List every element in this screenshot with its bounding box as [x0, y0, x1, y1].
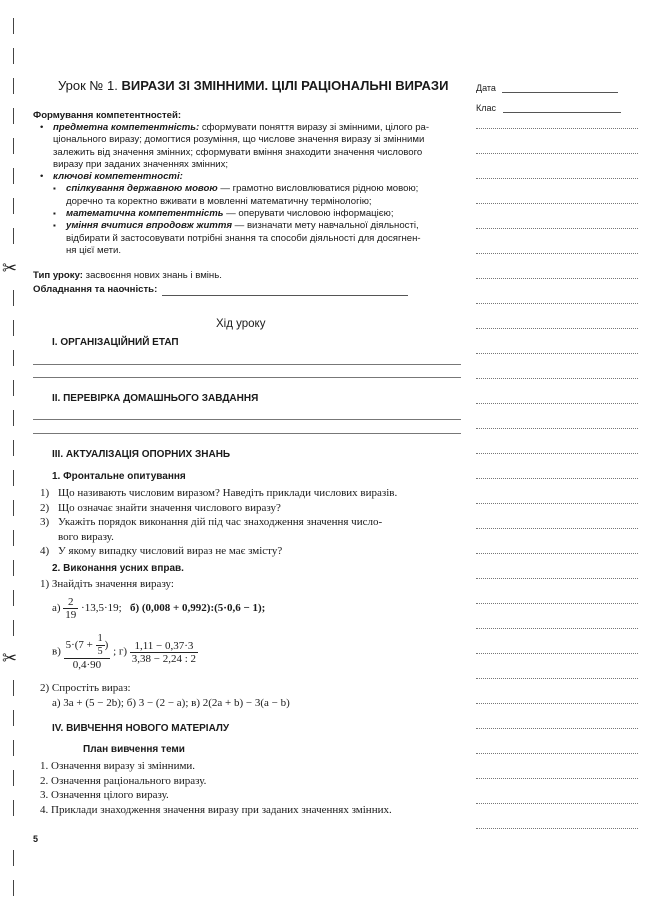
margin-tick	[13, 320, 14, 336]
exercise-1-vg: в) 5·(7 + $\frac{1}{5}$ ) 0,4·90 ; г) $\frac{1,11 - 0,37\cdot 3}{3,38 - 2,24 : 2}$	[52, 633, 197, 671]
answer-line[interactable]	[33, 433, 461, 434]
list-item: ▪ спілкування державною мовою — грамотно висловлюватися рідною мовою; доречно та коректно вживати в мовленні математичну термінологію;	[53, 183, 465, 208]
date-field[interactable]: Дата	[476, 83, 618, 93]
section-2-heading: ІІ. ПЕРЕВІРКА ДОМАШНЬОГО ЗАВДАННЯ	[52, 393, 259, 404]
subsection-heading: 1. Фронтальне опитування	[52, 471, 186, 482]
lesson-number: Урок № 1.	[58, 78, 118, 93]
competencies-list	[40, 122, 465, 257]
list-item: 3) Укажіть порядок виконання дій під час знаходження значення число-	[40, 516, 383, 528]
list-item: 3. Означення цілого виразу.	[40, 789, 169, 801]
answer-line[interactable]	[33, 377, 461, 378]
margin-tick	[13, 228, 14, 244]
plan-list	[40, 759, 470, 817]
scissors-icon: ✂	[2, 648, 18, 668]
lesson-title	[58, 78, 458, 93]
list-item: 2. Означення раціонального виразу.	[40, 774, 207, 787]
class-field[interactable]: Клас	[476, 103, 621, 113]
margin-tick	[13, 850, 14, 866]
answer-line[interactable]	[33, 419, 461, 420]
page-number: 5	[33, 834, 39, 844]
margin-tick	[13, 290, 14, 306]
margin-tick	[13, 350, 14, 366]
margin-tick	[13, 18, 14, 34]
section-3-heading: ІІІ. АКТУАЛІЗАЦІЯ ОПОРНИХ ЗНАНЬ	[52, 449, 231, 460]
list-item: • ключові компетентності: ▪ спілкування державною мовою — грамотно висловлюватися рідною мовою; доречно та коректно вживати в мовленні математичну термінологію; ▪ математична компетентність — оперувати числовою інформацією; ▪ уміння вчитися впродовж життя — визначати мету навчальної діяльності, відбирати й застосовувати потрібні знання та способи діяльності для досягнен- ня цієї мети.	[40, 171, 465, 257]
exercise-2-items: а) 3a + (5 − 2b); б) 3 − (2 − a); в) 2(2a + b) − 3(a − b)	[52, 697, 290, 709]
fraction: $\frac{2}{19}$	[65, 596, 77, 621]
margin-tick	[13, 740, 14, 756]
answer-line[interactable]	[33, 364, 461, 365]
list-item: 4. Приклади знаходження значення виразу при заданих значеннях змінних.	[40, 803, 392, 816]
list-item: 1. Означення виразу зі змінними.	[40, 760, 196, 772]
list-item: 4) У якому випадку числовий вираз не має змісту?	[40, 545, 283, 557]
list-item: 1) Що називають числовим виразом? Наведіть приклади числових виразів.	[40, 487, 398, 499]
list-item: 2) Що означає знайти значення числового виразу?	[40, 501, 281, 514]
competencies-heading: Формування компетентностей:	[33, 110, 182, 121]
margin-tick	[13, 710, 14, 726]
list-item: ▪ математична компетентність — оперувати числовою інформацією;	[53, 208, 465, 220]
fraction: 5·(7 + $\frac{1}{5}$ ) 0,4·90	[65, 633, 109, 671]
list-item: вого виразу.	[58, 530, 114, 543]
margin-tick	[13, 78, 14, 94]
margin-tick	[13, 530, 14, 546]
exercise-1-ab: а) $\frac{2}{19}$ ·13,5·19; б) (0,008 + 0,992):(5·0,6 − 1);	[52, 596, 266, 621]
binding-margin	[0, 0, 20, 900]
questions-list	[40, 486, 470, 559]
course-title: Хід уроку	[216, 318, 266, 330]
margin-tick	[13, 590, 14, 606]
margin-tick	[13, 168, 14, 184]
list-item: ▪ уміння вчитися впродовж життя — визначати мету навчальної діяльності, відбирати й застосовувати потрібні знання та способи діяльності для досягнен- ня цієї мети.	[53, 220, 465, 257]
margin-tick	[13, 680, 14, 696]
fraction: $\frac{1,11 - 0,37\cdot 3}{3,38 - 2,24 : 2}$	[131, 639, 197, 665]
lesson-type: Тип уроку: засвоєння нових знань і вмінь.	[33, 270, 222, 281]
subsection-heading: 2. Виконання усних вправ.	[52, 563, 184, 574]
exercise-2: 2) Спростіть вираз:	[40, 682, 131, 694]
margin-tick	[13, 880, 14, 896]
section-4-heading: IV. ВИВЧЕННЯ НОВОГО МАТЕРІАЛУ	[52, 723, 230, 734]
margin-tick	[13, 48, 14, 64]
equipment-field[interactable]: Обладнання та наочність:	[33, 284, 408, 296]
margin-tick	[13, 380, 14, 396]
plan-title: План вивчення теми	[83, 744, 185, 755]
margin-tick	[13, 620, 14, 636]
key-competencies-list	[53, 183, 465, 257]
exercise-1: 1) Знайдіть значення виразу:	[40, 578, 174, 590]
list-item: • предметна компетентність: сформувати поняття виразу зі змінними, цілого ра- ціонального виразу; домогтися розуміння, що числове значення виразу зі змінними залежить від значення змінних; сформувати вміння знаходити значення числового виразу при заданих значеннях змінних;	[40, 122, 465, 171]
margin-tick	[13, 138, 14, 154]
margin-tick	[13, 500, 14, 516]
lesson-title-text: ВИРАЗИ ЗІ ЗМІННИМИ. ЦІЛІ РАЦІОНАЛЬНІ ВИРАЗИ	[121, 78, 449, 93]
scissors-icon: ✂	[2, 258, 18, 278]
margin-tick	[13, 560, 14, 576]
margin-tick	[13, 770, 14, 786]
section-1-heading: І. ОРГАНІЗАЦІЙНИЙ ЕТАП	[52, 337, 179, 348]
margin-tick	[13, 800, 14, 816]
margin-tick	[13, 470, 14, 486]
margin-tick	[13, 440, 14, 456]
margin-tick	[13, 108, 14, 124]
margin-tick	[13, 410, 14, 426]
margin-tick	[13, 198, 14, 214]
